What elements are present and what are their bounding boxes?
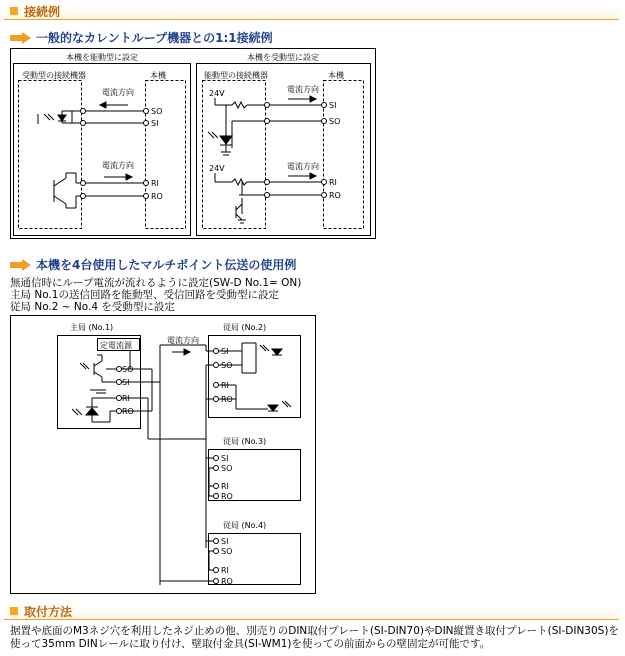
multipoint-heading [10, 256, 296, 272]
terminal-label-ri: RI [151, 179, 159, 188]
terminal-label-so: SO [151, 107, 163, 116]
terminal-label-si: SI [122, 378, 130, 387]
current-source-label: 定電流源 [100, 341, 132, 350]
unit-label-right: 本機 [328, 71, 344, 80]
slave-label: 従局 (No.3) [223, 437, 267, 446]
terminal-label-so: SO [221, 464, 233, 473]
right-panel-caption: 本機を受動型に設定 [247, 53, 319, 62]
multipoint-note: 主局 No.1の送信回路を能動型、受信回路を受動型に設定 [10, 289, 279, 301]
one-to-one-heading [10, 29, 273, 45]
section-bullet-icon [10, 607, 18, 615]
terminal-label-ri: RI [221, 566, 229, 575]
section-title: 接続例 [24, 5, 61, 19]
terminal-label-ri: RI [122, 394, 130, 403]
current-direction-label: 電流方向 [287, 85, 319, 94]
terminal-label-so: SO [221, 547, 233, 556]
terminal-label-ri: RI [329, 178, 337, 187]
section-header-installation [4, 604, 619, 620]
left-panel-caption: 本機を能動型に設定 [66, 53, 138, 62]
terminal-label-si: SI [221, 347, 229, 356]
section-title: 取付方法 [24, 605, 73, 619]
multipoint-heading-text: 本機を4台使用したマルチポイント伝送の使用例 [36, 258, 297, 272]
master-label: 主局 (No.1) [70, 323, 114, 332]
terminal-label-si: SI [329, 101, 337, 110]
current-direction-label: 電流方向 [102, 161, 134, 170]
arrow-right-icon [10, 33, 32, 43]
multipoint-diagram [10, 315, 317, 595]
voltage-label: 24V [209, 164, 225, 173]
active-device-label: 能動型の接続機器 [204, 71, 268, 80]
diagram-frame [11, 316, 316, 594]
one-to-one-diagram [10, 48, 376, 240]
current-direction-label: 電流方向 [102, 88, 134, 97]
section-header-connection-example [4, 4, 619, 20]
terminal-label-ro: RO [122, 407, 134, 416]
terminal-label-ro: RO [151, 192, 163, 201]
terminal-label-si: SI [151, 119, 159, 128]
slave-label: 従局 (No.4) [223, 521, 267, 530]
one-to-one-heading-text: 一般的なカレントループ機器との1:1接続例 [36, 31, 273, 45]
multipoint-note: 無通信時にループ電流が流れるように設定(SW-D No.1= ON) [10, 277, 302, 289]
terminal-label-ri: RI [221, 381, 229, 390]
slave-label: 従局 (No.2) [223, 323, 267, 332]
installation-description: 据置や底面のM3ネジ穴を利用したネジ止めの他、別売りのDIN取付プレート(SI-DIN70)やDIN縦置き取付プレート(SI-DIN30S)を使って35mm DINレールに取り付け、壁取付金具(SI-WM1)を使っての前面からの壁固定が可能です。 [10, 625, 619, 650]
terminal-label-so: SO [329, 117, 341, 126]
terminal-label-ro: RO [329, 191, 341, 200]
terminal-label-so: SO [122, 365, 134, 374]
voltage-label: 24V [209, 89, 225, 98]
multipoint-note: 従局 No.2 ~ No.4 を受動型に設定 [10, 301, 175, 313]
arrow-right-icon [10, 260, 32, 270]
terminal-label-ro: RO [221, 492, 233, 501]
terminal-label-ro: RO [221, 577, 233, 586]
current-direction-label: 電流方向 [287, 162, 319, 171]
unit-label-left: 本機 [150, 71, 166, 80]
terminal-label-so: SO [221, 361, 233, 370]
unit-box-left [146, 81, 186, 229]
passive-device-box [19, 81, 82, 229]
terminal-label-si: SI [221, 454, 229, 463]
passive-device-label: 受動型の接続機器 [22, 71, 86, 80]
current-direction-label: 電流方向 [167, 336, 199, 345]
terminal-label-ro: RO [221, 395, 233, 404]
terminal-label-ri: RI [221, 482, 229, 491]
terminal-label-si: SI [221, 537, 229, 546]
section-bullet-icon [10, 7, 18, 15]
